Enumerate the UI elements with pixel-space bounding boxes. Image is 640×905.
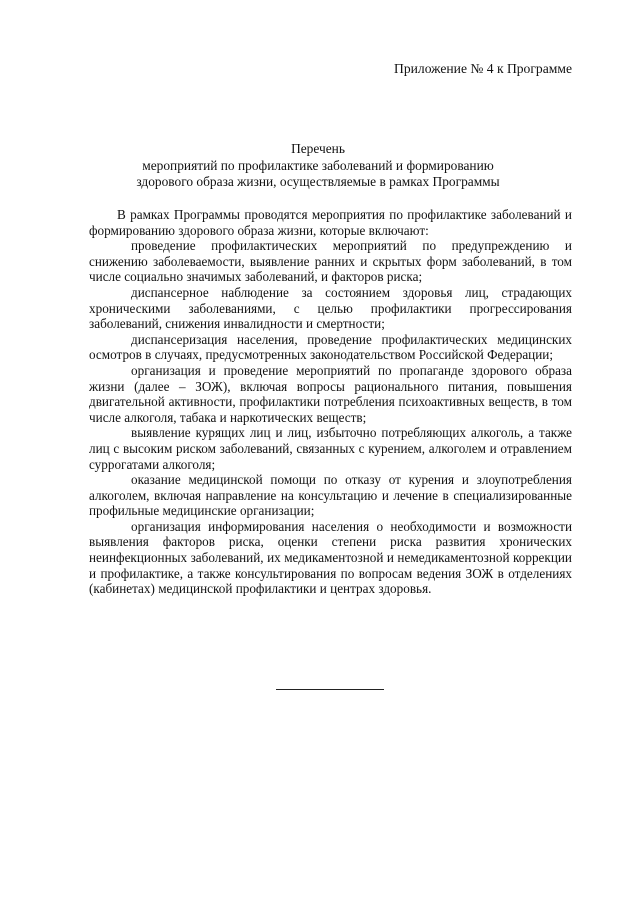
measure-item: диспансеризация населения, проведение профилактических медицинских осмотров в случаях, предусмотренных законодательством Российской Федерации; (89, 331, 572, 363)
measure-item: выявление курящих лиц и лиц, избыточно потребляющих алкоголь, а также лиц с высоким риском заболеваний, связанных с курением, алкоголем и отравлением суррогатами алкоголя; (89, 425, 572, 472)
measure-item: проведение профилактических мероприятий по предупреждению и снижению заболеваемости, выявление ранних и скрытых форм заболеваний, в том числе социально значимых заболеваний, и факторов риска; (89, 238, 572, 285)
heading-subtitle-line-2: здорового образа жизни, осуществляемые в рамках Программы (136, 174, 500, 189)
measure-item: организация информирования населения о необходимости и возможности выявления факторов риска, оценки степени риска развития хронических неинфекционных заболеваний, их медикаментозной и немедикаментозной коррекции и профилактике, а также консультирования по вопросам ведения ЗОЖ в отделениях (кабинетах) медицинской профилактики и центрах здоровья. (89, 518, 572, 597)
heading-title: Перечень (291, 141, 345, 156)
document-body (89, 207, 572, 597)
intro-paragraph: В рамках Программы проводятся мероприятия по профилактике заболеваний и формированию здорового образа жизни, которые включают: (89, 207, 572, 238)
appendix-reference: Приложение № 4 к Программе (394, 61, 572, 76)
measure-item: диспансерное наблюдение за состоянием здоровья лиц, страдающих хроническими заболеваниями, с целью профилактики прогрессирования заболеваний, снижения инвалидности и смертности; (89, 284, 572, 332)
closing-rule (276, 689, 384, 690)
measure-item: организация и проведение мероприятий по пропаганде здорового образа жизни (далее – ЗОЖ), включая вопросы рационального питания, повышения двигательной активности, профилактики потребления психоактивных веществ, в том числе алкоголя, табака и наркотических веществ; (89, 362, 572, 425)
document-heading (90, 141, 546, 191)
heading-subtitle-line-1: мероприятий по профилактике заболеваний и формированию (142, 157, 494, 173)
measure-item: оказание медицинской помощи по отказу от курения и злоупотребления алкоголем, включая направление на консультацию и лечение в специализированные профильные медицинские организации; (89, 472, 572, 519)
